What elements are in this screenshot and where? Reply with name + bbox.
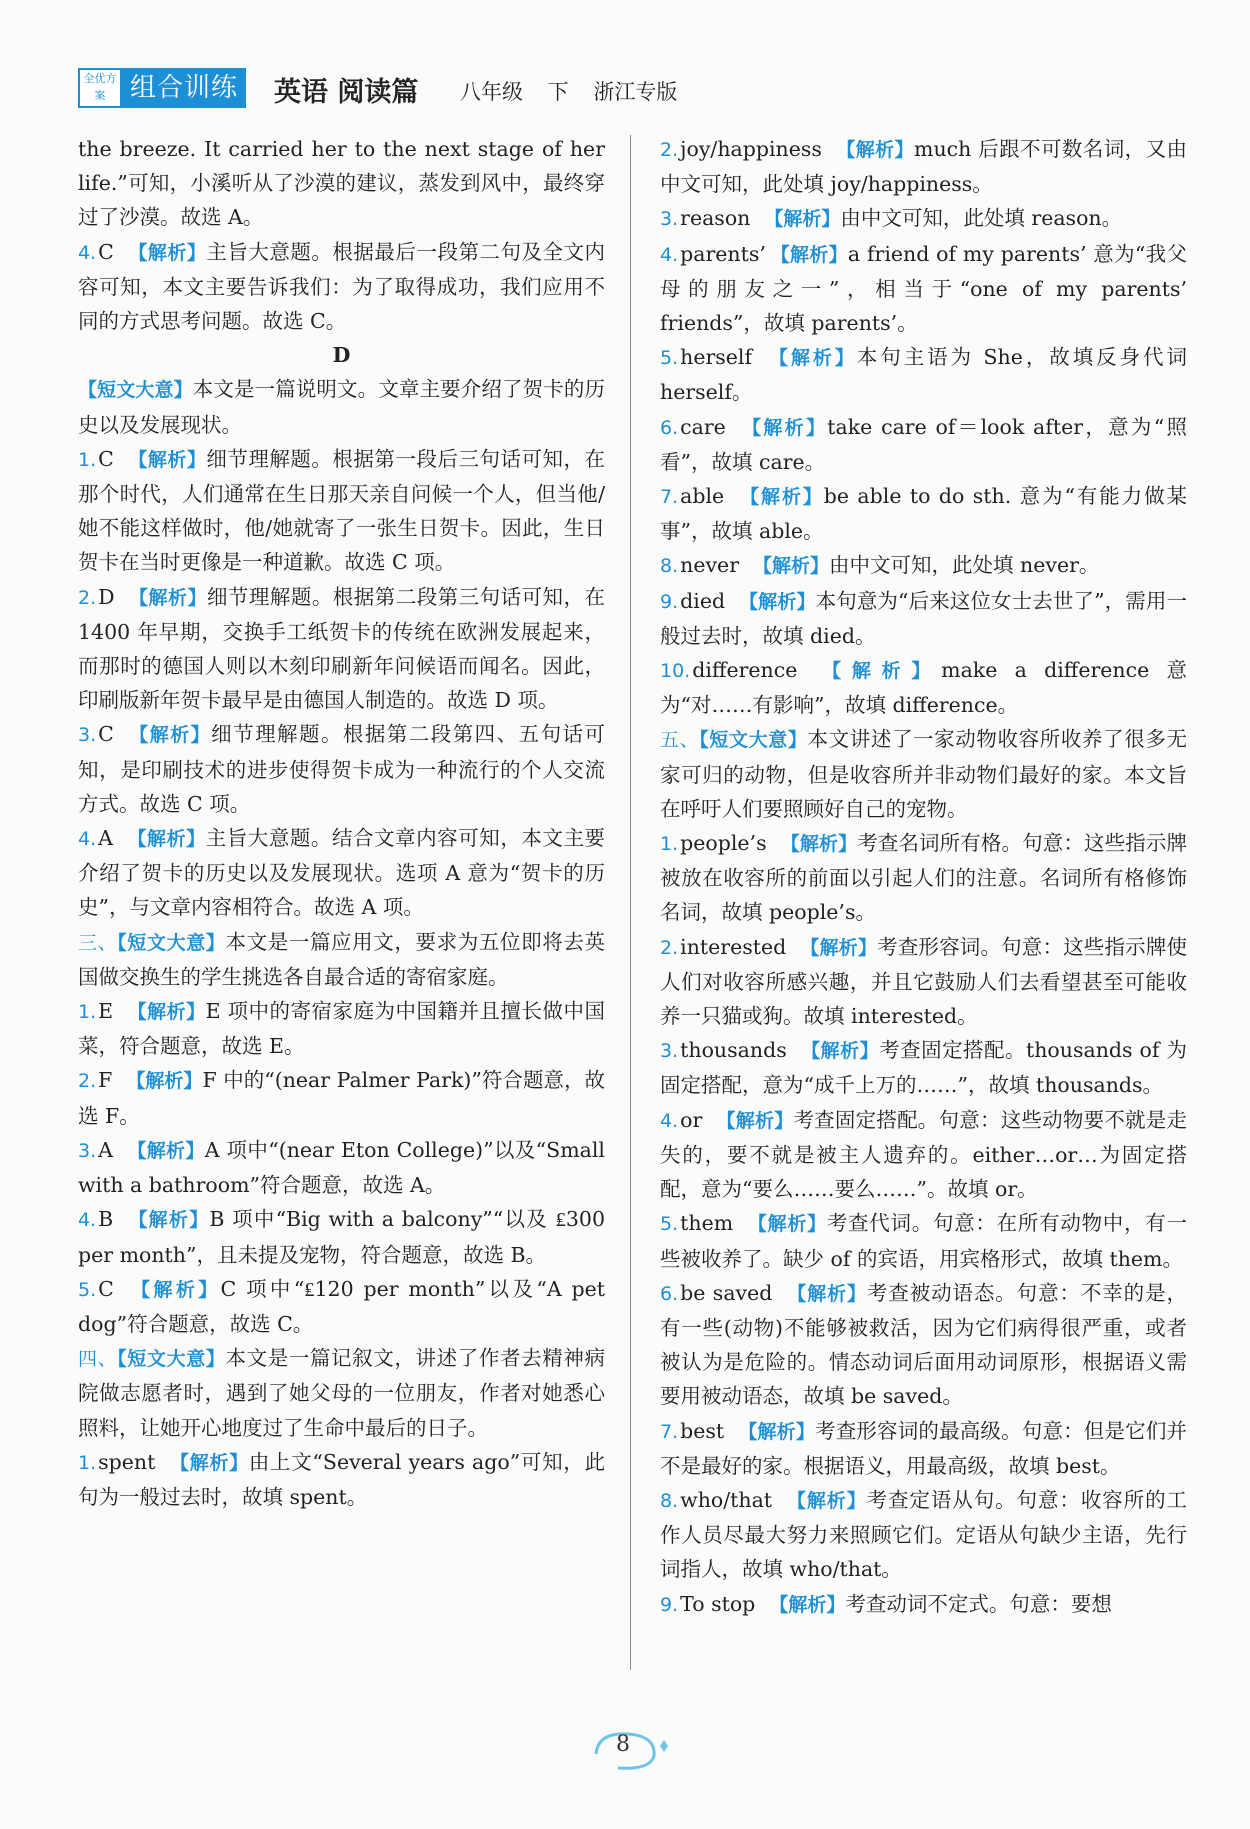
answer-value: never — [680, 553, 739, 578]
explanation-tag: 【解析】 — [127, 1001, 206, 1024]
answer-entry — [78, 821, 605, 925]
explanation-tag: 【解析】 — [800, 936, 878, 959]
answer-value: parents’ — [680, 241, 766, 266]
answer-value: them — [680, 1211, 734, 1236]
explanation-text: make a difference 意为“对……有影响”，故填 difference。 — [660, 658, 1187, 718]
answer-value: be saved — [680, 1280, 773, 1305]
explanation-text: 考查定语从句。句意：收容所的工作人员尽最大努力来照顾它们。定语从句缺少主语，先行词指人，故填 who/that。 — [660, 1487, 1187, 1582]
answer-entry — [660, 1276, 1187, 1414]
answer-entry — [660, 1033, 1187, 1102]
explanation-text: 由中文可知，此处填 reason。 — [840, 206, 1123, 231]
answer-value: B — [98, 1207, 114, 1232]
answer-number: 9. — [660, 590, 679, 613]
answer-entry — [660, 1414, 1187, 1483]
answer-value: A — [98, 826, 113, 851]
answer-entry — [78, 235, 605, 339]
answer-entry — [660, 584, 1187, 653]
answer-value: who/that — [680, 1487, 773, 1512]
right-column — [660, 132, 1187, 1622]
explanation-tag: 【解析】 — [811, 660, 942, 683]
explanation-tag: 【解析】 — [128, 586, 207, 609]
answer-entry — [660, 1103, 1187, 1207]
answer-number: 6. — [660, 1282, 679, 1305]
explanation-text: 本文是一篇说明文。文章主要介绍了贺卡的历史以及发展现状。 — [78, 377, 605, 437]
answer-entry — [78, 372, 605, 441]
page-number-badge — [588, 1724, 678, 1774]
explanation-text: 考查固定搭配。句意：这些动物要不就是走失的，要不就是被主人遗弃的。either…or…为固定搭配，意为“要么……要么……”。故填 or。 — [660, 1107, 1187, 1202]
answer-number: 1. — [78, 1451, 97, 1474]
answer-number: 5. — [660, 1213, 679, 1236]
answer-value: E — [98, 999, 114, 1024]
book-grade: 八年级 下 浙江专版 — [460, 80, 678, 104]
answer-entry — [660, 201, 1187, 236]
answer-number: 9. — [660, 1593, 679, 1616]
answer-value: herself — [680, 345, 753, 370]
explanation-text: 由上文“Several years ago”可知，此句为一般过去时，故填 spent。 — [78, 1449, 605, 1509]
answer-number: 2. — [660, 936, 679, 959]
answer-number: 三、 — [78, 931, 118, 954]
explanation-text: 细节理解题。根据第一段后三句话可知，在那个时代，人们通常在生日那天亲自问候一个人，但当他/她不能这样做时，他/她就寄了一张生日贺卡。因此，生日贺卡在当时更像是一种道歉。故选 C 项。 — [78, 446, 605, 575]
answer-value: C — [98, 239, 114, 264]
explanation-tag: 【解析】 — [738, 1420, 816, 1443]
answer-number: 7. — [660, 1420, 679, 1443]
answer-entry — [78, 442, 605, 580]
explanation-tag: 【解析】 — [127, 1278, 221, 1301]
explanation-tag: 【解析】 — [779, 243, 848, 266]
explanation-text: 考查形容词。句意：这些指示牌使人们对收容所感兴趣，并且它鼓励人们去看望甚至可能收养一只猫或狗。故填 interested。 — [660, 934, 1187, 1029]
explanation-text: 考查形容词的最高级。句意：但是它们并不是最好的家。根据语义，用最高级，故填 best。 — [660, 1418, 1187, 1478]
answer-value: C — [98, 446, 114, 471]
answer-entry — [78, 1202, 605, 1271]
explanation-tag: 【解析】 — [126, 1139, 205, 1162]
answer-value: care — [680, 414, 726, 439]
answer-value: To stop — [680, 1591, 756, 1616]
explanation-tag: 【解析】 — [786, 1282, 867, 1305]
answer-number: 3. — [78, 724, 97, 747]
explanation-tag: 【解析】 — [127, 448, 207, 471]
explanation-tag: 【短文大意】 — [117, 1348, 226, 1371]
answer-entry — [78, 1133, 605, 1202]
explanation-text: 细节理解题。根据第二段第四、五句话可知，是印刷技术的进步使得贺卡成为一种流行的个人交流方式。故选 C 项。 — [78, 722, 605, 816]
explanation-tag: 【解析】 — [716, 1109, 794, 1132]
explanation-text: be able to do sth. 意为“有能力做某事”，故填 able。 — [660, 484, 1187, 544]
answer-value: interested — [680, 934, 787, 959]
explanation-tag: 【解析】 — [764, 208, 841, 231]
answer-number: 4. — [78, 241, 97, 264]
explanation-text: C 项中“₤120 per month”以及“A pet dog”符合题意，故选 C。 — [78, 1276, 605, 1336]
answer-entry — [660, 1206, 1187, 1275]
answer-number: 5. — [660, 347, 679, 370]
explanation-text: much 后跟不可数名词，又由中文可知，此处填 joy/happiness。 — [660, 137, 1187, 197]
explanation-tag: 【解析】 — [739, 590, 816, 613]
answer-number: 6. — [660, 416, 679, 439]
answer-number: 2. — [78, 1070, 97, 1093]
answer-number: 4. — [78, 1209, 97, 1232]
answer-entry — [660, 479, 1187, 548]
explanation-tag: 【解析】 — [835, 139, 915, 161]
answer-entry — [78, 580, 605, 718]
explanation-text: 主旨大意题。结合文章内容可知，本文主要介绍了贺卡的历史以及发展现状。选项 A 意为“贺卡的历史”，与文章内容相符合。故选 A 项。 — [78, 826, 605, 920]
answer-entry — [660, 1587, 1187, 1622]
left-column — [78, 132, 605, 1514]
explanation-tag: 【解析】 — [780, 833, 858, 856]
explanation-tag: 【解析】 — [753, 555, 830, 578]
logo-main-label: 组合训练 — [122, 68, 246, 108]
explanation-text: a friend of my parents’ 意为“我父母的朋友之一”，相当于“one of my parents’ friends”，故填 parents’。 — [660, 241, 1187, 336]
answer-number: 五、 — [660, 729, 700, 752]
answer-value: difference — [692, 658, 798, 683]
explanation-tag: 【解析】 — [747, 1213, 827, 1236]
explanation-text: take care of＝look after，意为“照看”，故填 care。 — [660, 414, 1187, 474]
explanation-text: 由中文可知，此处填 never。 — [829, 553, 1100, 578]
explanation-tag: 【解析】 — [766, 347, 857, 370]
page-header — [78, 62, 1188, 110]
explanation-text: 考查代词。句意：在所有动物中，有一些被收养了。缺少 of 的宾语，用宾格形式，故填 them。 — [660, 1211, 1187, 1271]
answer-number: 3. — [660, 208, 679, 231]
answer-entry — [660, 930, 1187, 1034]
answer-number: 4. — [660, 1109, 679, 1132]
answer-number: 8. — [660, 555, 679, 578]
explanation-text: B 项中“Big with a balcony”“以及 ₤300 per month”，且未提及宠物，符合题意，故选 B。 — [78, 1207, 605, 1267]
page-number: 8 — [616, 1732, 630, 1757]
answer-value: joy/happiness — [680, 137, 822, 161]
explanation-tag: 【解析】 — [800, 1040, 880, 1063]
answer-number: 8. — [660, 1489, 679, 1512]
explanation-text: 本句意为“后来这位女士去世了”，需用一般过去时，故填 died。 — [660, 588, 1187, 648]
logo-small-label: 全优方案 — [78, 68, 122, 108]
answer-number: 2. — [78, 586, 97, 609]
answer-number: 4. — [660, 243, 679, 266]
answer-number: 1. — [660, 833, 679, 856]
answer-value: C — [98, 722, 114, 747]
answer-entry — [78, 1063, 605, 1132]
series-logo — [78, 68, 246, 108]
answer-entry — [78, 132, 605, 235]
answer-number: 1. — [78, 448, 97, 471]
answer-value: thousands — [680, 1038, 787, 1063]
explanation-tag: 【解析】 — [786, 1489, 867, 1512]
answer-entry — [78, 994, 605, 1063]
answer-entry — [660, 548, 1187, 583]
answer-number: 10. — [660, 660, 691, 683]
explanation-text: 考查固定搭配。thousands of 为固定搭配，意为“成千上万的……”，故填 thousands。 — [660, 1038, 1187, 1098]
answer-value: A — [98, 1137, 113, 1162]
answer-entry — [660, 653, 1187, 722]
section-heading: D — [332, 343, 351, 368]
answer-entry — [78, 1341, 605, 1445]
answer-value: spent — [98, 1449, 156, 1474]
answer-number: 3. — [660, 1040, 679, 1063]
explanation-tag: 【短文大意】 — [699, 729, 808, 752]
answer-value: the breeze. It carried her to the next stage of her life.”可知，小溪听从了沙漠的建议，蒸发到风中，最终穿过了沙漠。故选 A。 — [78, 137, 605, 230]
explanation-tag: 【解析】 — [127, 241, 207, 264]
answer-number: 5. — [78, 1278, 97, 1301]
answer-number: 1. — [78, 1001, 97, 1024]
explanation-tag: 【解析】 — [126, 828, 206, 851]
answer-number: 4. — [78, 828, 97, 851]
answer-value: F — [98, 1068, 113, 1093]
answer-value: best — [680, 1418, 725, 1443]
explanation-tag: 【短文大意】 — [117, 931, 226, 954]
explanation-tag: 【解析】 — [127, 1209, 210, 1232]
answer-number: 2. — [660, 139, 679, 161]
explanation-text: 本文是一篇应用文，要求为五位即将去英国做交换生的学生挑选各自最合适的寄宿家庭。 — [78, 929, 605, 989]
book-title: 英语 阅读篇 — [274, 77, 419, 108]
explanation-tag: 【解析】 — [127, 724, 212, 747]
column-divider — [630, 135, 631, 1670]
explanation-text: 考查被动语态。句意：不幸的是，有一些(动物)不能够被救活，因为它们病得很严重，或者被认为是危险的。情态动词后面用动词原形，根据语义需要用被动语态，故填 be saved。 — [660, 1280, 1187, 1409]
explanation-text: F 中的“(near Palmer Park)”符合题意，故选 F。 — [78, 1068, 605, 1128]
answer-value: D — [98, 584, 115, 609]
answer-entry — [660, 722, 1187, 826]
answer-number: 3. — [78, 1139, 97, 1162]
answer-entry — [78, 925, 605, 994]
answer-number: 四、 — [78, 1348, 118, 1371]
explanation-text: E 项中的寄宿家庭为中国籍并且擅长做中国菜，符合题意，故选 E。 — [78, 999, 605, 1059]
explanation-tag: 【解析】 — [169, 1451, 249, 1474]
answer-entry — [660, 410, 1187, 479]
explanation-text: 细节理解题。根据第二段第三句话可知，在 1400 年早期，交换手工纸贺卡的传统在欧洲发展起来，而那时的德国人则以木刻印刷新年问候语而闻名。因此，印刷版新年贺卡最早是由德国人制造的。故选 D 项。 — [78, 584, 605, 713]
answer-value: people’s — [680, 831, 767, 856]
answer-entry — [660, 340, 1187, 409]
explanation-tag: 【解析】 — [739, 416, 828, 439]
explanation-text: 本文讲述了一家动物收容所收养了很多无家可归的动物，但是收容所并非动物们最好的家。本文旨在呼吁人们要照顾好自己的宠物。 — [660, 727, 1187, 821]
answer-value: or — [680, 1107, 703, 1132]
explanation-text: A 项中“(near Eton College)”以及“Small with a bathroom”符合题意，故选 A。 — [78, 1137, 605, 1198]
answer-entry — [660, 1483, 1187, 1587]
explanation-text: 考查动词不定式。句意：要想 — [845, 1591, 1112, 1616]
answer-value: died — [680, 588, 726, 613]
answer-value: reason — [680, 206, 751, 231]
explanation-text: 考查名词所有格。句意：这些指示牌被放在收容所的前面以引起人们的注意。名词所有格修饰名词，故填 people’s。 — [660, 831, 1187, 925]
answer-entry — [660, 826, 1187, 930]
explanation-text: 主旨大意题。根据最后一段第二句及全文内容可知，本文主要告诉我们：为了取得成功，我们应用不同的方式思考问题。故选 C。 — [78, 239, 605, 334]
explanation-tag: 【解析】 — [738, 486, 824, 509]
answer-entry — [660, 237, 1187, 341]
answer-entry — [660, 132, 1187, 201]
answer-number: 7. — [660, 486, 679, 509]
answer-entry — [78, 1272, 605, 1341]
answer-value: able — [680, 484, 725, 509]
explanation-text: 本文是一篇记叙文，讲述了作者去精神病院做志愿者时，遇到了她父母的一位朋友，作者对她悉心照料，让她开心地度过了生命中最后的日子。 — [78, 1346, 605, 1440]
explanation-tag: 【解析】 — [126, 1070, 203, 1093]
explanation-tag: 【短文大意】 — [78, 379, 193, 402]
answer-entry — [78, 717, 605, 821]
explanation-tag: 【解析】 — [769, 1593, 846, 1616]
answer-entry — [78, 1445, 605, 1514]
explanation-text: 本句主语为 She，故填反身代词 herself。 — [660, 345, 1187, 405]
answer-value: C — [98, 1276, 114, 1301]
